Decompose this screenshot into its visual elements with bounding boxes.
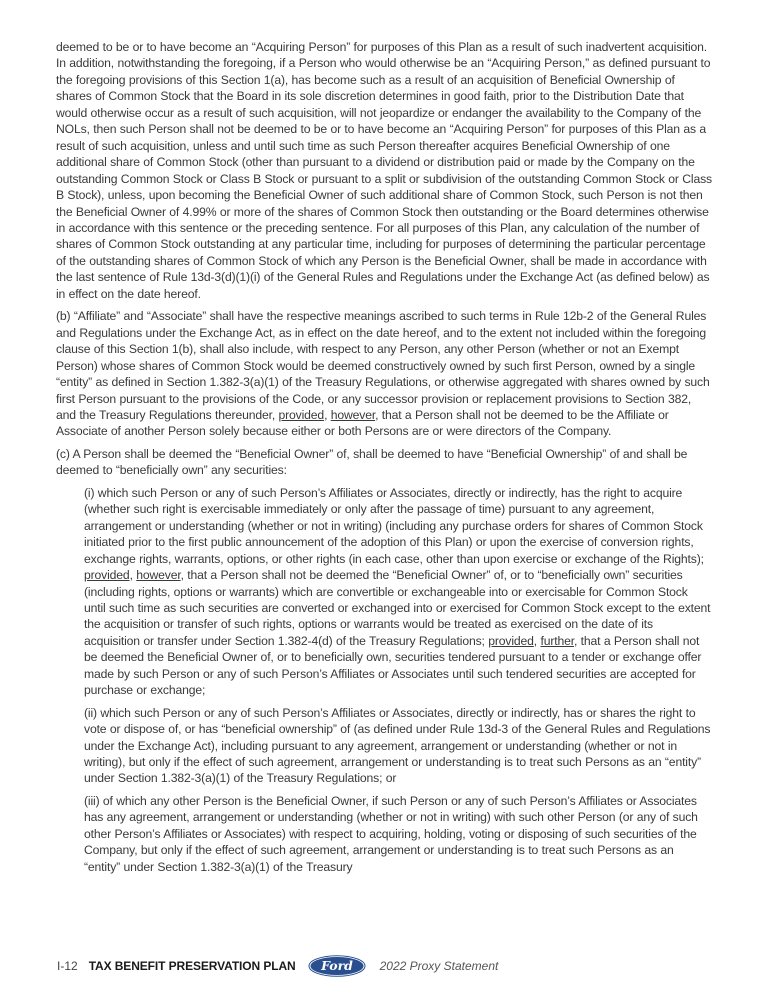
page-number: I-12 xyxy=(57,959,78,973)
underlined-term: however xyxy=(330,407,376,422)
underlined-term: however xyxy=(136,568,181,583)
text-run: , that a Person shall not be deemed the Beneficial Owner of, or to beneficially own, securities tendered pursuant to a tender or exchange offer made by such Person or any of such Person’s Affiliates or Associates until such tendered securities are accepted for purchase or exchange; xyxy=(84,633,702,698)
text-run: (b) “Affiliate” and “Associate” shall have the respective meanings ascribed to such terms in Rule 12b-2 of the General Rules and Regulations under the Exchange Act, as in effect on the date hereof, and to the extent not included within the foregoing clause of this Section 1(b), shall also include, with respect to any Person, any other Person (whether or not an Exempt Person) whose shares of Common Stock would be deemed constructively owned by such first Person, owned by a single “entity” as defined in Section 1.382-3(a)(1) of the Treasury Regulations, or otherwise aggregated with shares owned by such first Person pursuant to the provisions of the Code, or any successor provision or replacement provisions to Section 382, and the Treasury Regulations thereunder, xyxy=(56,309,710,422)
text-run: (ii) which such Person or any of such Person’s Affiliates or Associates, directly or indirectly, has or shares the right to vote or dispose of, or has “beneficial ownership” of (as defined under Rule 13d-3 of the General Rules and Regulations under the Exchange Act), including pursuant to any agreement, arrangement or understanding (whether or not in writing), but only if the effect of such agreement, arrangement or understanding is to treat such Persons as an “entity” under Section 1.382-3(a)(1) of the Treasury Regulations; or xyxy=(84,705,711,786)
underlined-term: provided xyxy=(488,633,534,648)
text-run: , xyxy=(324,407,331,422)
underlined-term: provided xyxy=(84,568,130,583)
text-run: , xyxy=(533,633,541,648)
text-run: (iii) of which any other Person is the Beneficial Owner, if such Person or any of such Person’s Affiliates or Associates has any agreement, arrangement or understanding (whether or not in writing) with such other Person (or any of such other Person’s Affiliates or Associates) with respect to acquiring, holding, voting or disposing of such securities of the Company, but only if the effect of such agreement, arrangement or understanding is to treat such Persons as an “entity” under Section 1.382-3(a)(1) of the Treasury xyxy=(84,793,698,874)
underlined-term: provided xyxy=(278,407,325,422)
text-run: (c) A Person shall be deemed the “Beneficial Owner” of, shall be deemed to have “Beneficial Ownership” of and shall be deemed to “beneficially own” any securities: xyxy=(56,446,688,478)
text-run: deemed to be or to have become an “Acquiring Person” for purposes of this Plan as a result of such inadvertent acquisition. In addition, notwithstanding the foregoing, if a Person who would otherwise be an “Acquiring Person,” as defined pursuant to the foregoing provisions of this Section 1(a), has become such as a result of an acquisition of Beneficial Ownership of shares of Common Stock that the Board in its sole discretion determines in good faith, prior to the Distribution Date that would otherwise occur as a result of such acquisition, will not jeopardize or endanger the availability to the Company of the NOLs, then such Person shall not be deemed to be or to have become an “Acquiring Person” for purposes of this Plan as a result of such acquisition, unless and until such time as such Person thereafter acquires Beneficial Ownership of one additional share of Common Stock (other than pursuant to a dividend or distribution paid or made by the Company on the outstanding Common Stock or Class B Stock or pursuant to a split or subdivision of the outstanding Common Stock or Class B Stock), unless, upon becoming the Beneficial Owner of such additional share of Common Stock, such Person is not then the Beneficial Owner of 4.99% or more of the shares of Common Stock then outstanding or the Board determines otherwise in accordance with this sentence or the preceding sentence. For all purposes of this Plan, any calculation of the number of shares of Common Stock outstanding at any particular time, including for purposes of determining the particular percentage of the outstanding shares of Common Stock of which any Person is the Beneficial Owner, shall be made in accordance with the last sentence of Rule 13d-3(d)(1)(i) of the General Rules and Regulations under the Exchange Act (as defined below) as in effect on the date hereof. xyxy=(56,40,712,301)
page-footer xyxy=(57,955,498,977)
paragraph-b-affiliate-definition xyxy=(56,308,712,440)
text-run: , xyxy=(129,568,137,583)
clause-c-iii xyxy=(84,793,712,875)
text-run: (i) which such Person or any of such Person’s Affiliates or Associates, directly or indirectly, has the right to acquire (whether such right is exercisable immediately or only after the passage of time) pursuant to any agreement, arrangement or understanding (whether or not in writing) (including any purchase orders for shares of Common Stock initiated prior to the first public announcement of the adoption of this Plan) or upon the exercise of conversion rights, exchange rights, warrants, options, or other rights (in each case, other than upon exercise or exchange of the Rights); xyxy=(84,485,704,566)
clause-c-i xyxy=(84,485,712,699)
clause-c-ii xyxy=(84,705,712,787)
text-run: , that a Person shall not be deemed the “Beneficial Owner” of, or to “beneficially own” securities (including rights, options or warrants) which are convertible or exchangeable into or exercisable for Common Stock until such time as such securities are converted or exchanged into or exercised for Common Stock except to the extent the acquisition or transfer of such rights, options or warrants would be treated as exercised on the date of its acquisition or transfer under Section 1.382-4(d) of the Treasury Regulations; xyxy=(84,568,711,648)
footer-document-title: 2022 Proxy Statement xyxy=(379,959,499,973)
paragraph-a-continuation xyxy=(56,39,712,302)
ford-logo-text: Ford xyxy=(320,958,353,974)
ford-logo-icon xyxy=(308,955,366,977)
footer-section-title: TAX BENEFIT PRESERVATION PLAN xyxy=(88,959,296,973)
text-run: , that a Person shall not be deemed to be the Affiliate or Associate of another Person solely because either or both Persons are or were directors of the Company. xyxy=(56,407,669,439)
paragraph-c-beneficial-owner xyxy=(56,446,712,479)
underlined-term: further xyxy=(540,633,574,648)
document-page xyxy=(56,39,712,881)
